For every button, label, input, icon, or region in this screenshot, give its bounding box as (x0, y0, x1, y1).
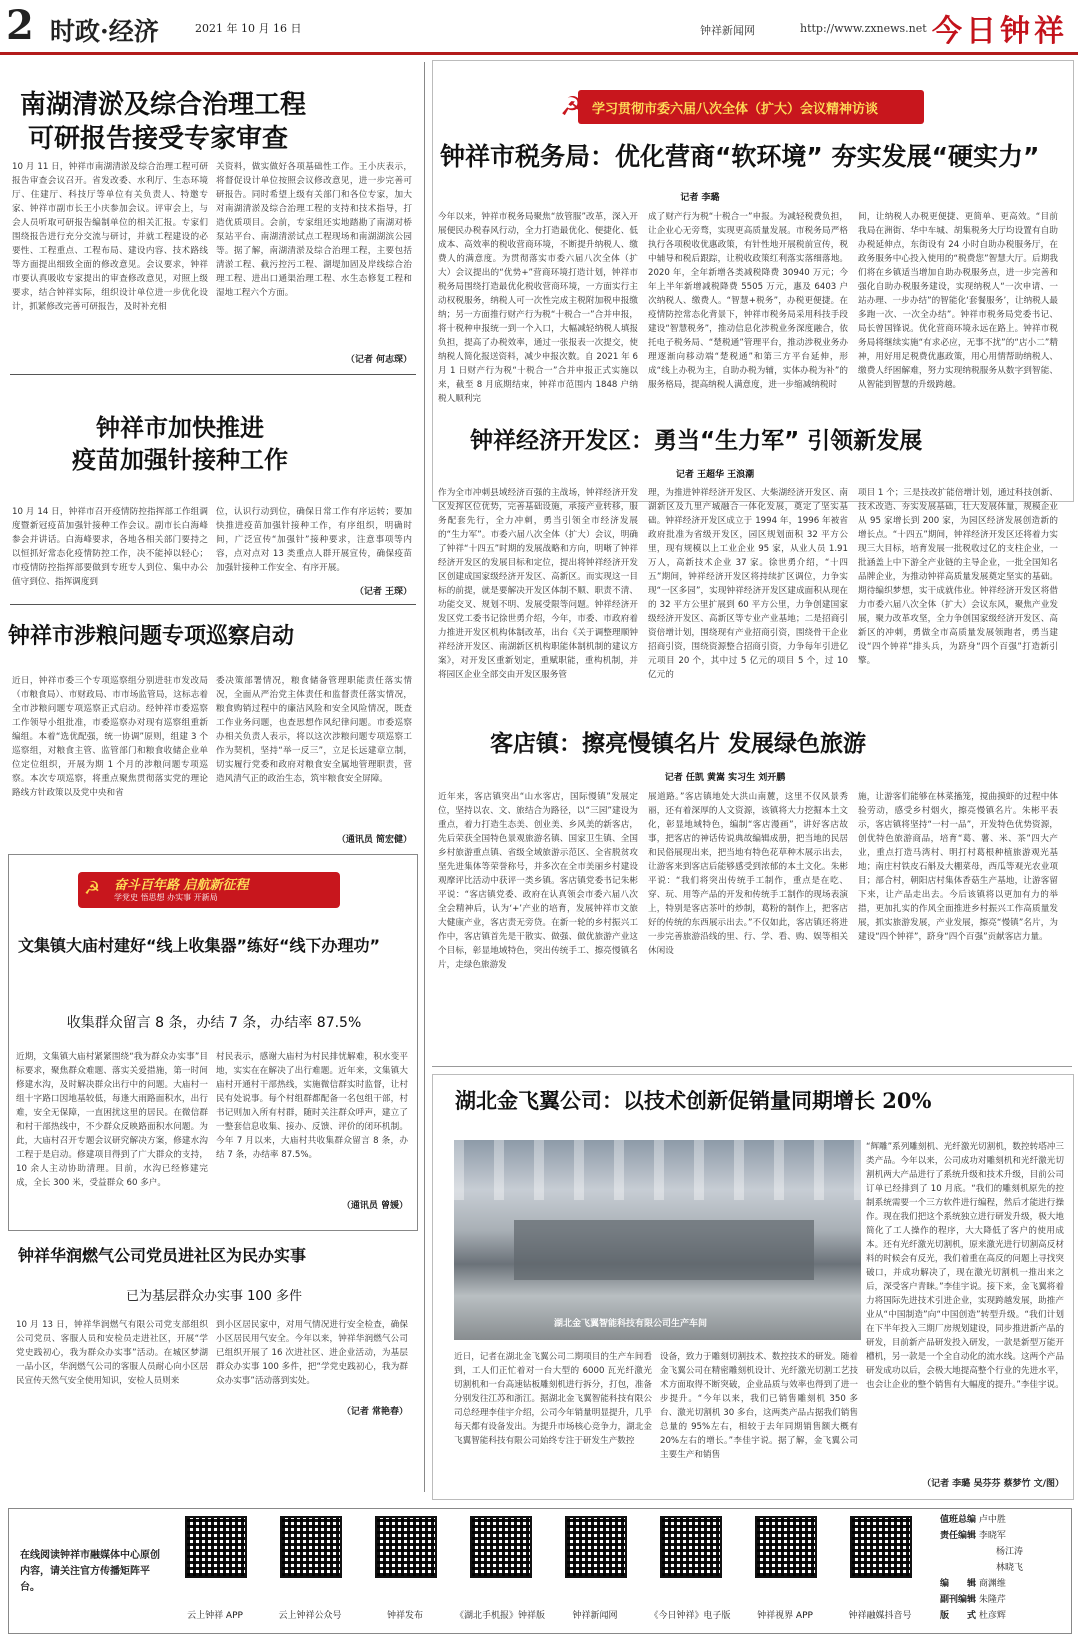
credit-row (940, 1512, 1068, 1528)
divider (432, 1066, 1072, 1067)
photo-machines (514, 1220, 814, 1280)
article-9-author: （记者 李璐 吴芬芬 蔡梦竹 文/图） (922, 1479, 1064, 1489)
article-5-col-1: 10 月 13 日，钟祥华润燃气有限公司党支部组织公司党员、客服人员和安检员走进社区，开展“学党史践初心，我为群众办实事”活动。在城区梦湖一品小区，华润燃气公司的客服人员耐心向小区居民宣传天然气安全使用知识，安检人员则来 (16, 1320, 208, 1386)
article-1-col-2: 关资料，做实做好各项基础性工作。王小庆表示，将督促设计单位按照会议修改意见，进一步完善可研报告。同时希望上级有关部门和各位专家，加大对南湖清淤及综合治理工程的支持和技术指导，打造优质项目。会前，专家组还实地踏勘了南湖对桥泵站平台、南湖清淤试点工程现场和南湖湖滨公园等。据了解，南湖清淤及综合治理工程，主要包括清淤工程、截污控污工程、湖堤加固及岸线综合治理工程、进出口通渠治理工程、水生态修复工程和湿地工程六个方面。 (216, 162, 412, 298)
article-9-title: 湖北金飞翼公司：以技术创新促销量同期增长 20% (455, 1088, 932, 1113)
qr-code-icon[interactable] (660, 1516, 722, 1578)
credit-value: 朱隆芹 (978, 1595, 1006, 1605)
article-4-title: 文集镇大庙村建好“线上收集器”练好“线下办理功” (18, 936, 381, 955)
article-9-col-2: 设备，致力于雕刻切割技术、数控技术的研发。随着金飞翼公司在精密雕刻机设计、光纤激光切割工艺技术方面取得不断突破，企业品质与效率也得到了进一步提升。“今年以来，我们已销售雕刻机 350 多台、激光切割机 30 多台，这两类产品占据我们销售总量的 95%左右，相较于去年同期销售额大概有 20%左右的增长。”李佳宇说。据了解，金飞翼公司主要生产和销售 (660, 1352, 858, 1460)
article-6-author: 记者 李璐 (680, 193, 720, 203)
qr-label: 钟祥新闻网 (572, 1611, 618, 1621)
credit-value: 李晓军 (978, 1531, 1006, 1541)
qr-label: 云上钟祥 APP (187, 1611, 243, 1621)
factory-photo (454, 1140, 861, 1340)
newspaper-logo: 今日钟祥 (932, 14, 1068, 49)
article-9-col-3: “辉雕”系列雕刻机、光纤激光切割机，数控转塔冲三类产品。今年以来，公司成功对雕刻机和光纤激光切割机两大产品进行了系统升级和技术升级，目前公司订单已经排到了 10 月底。“我们的雕刻机原先的控制系统需要一个三方软件进行编程，然后才能进行操作。现在我们把这个系统独立进行研发升级，极大地简化了工人操作的程序，大大降低了客户的使用成本。还有光纤激光切割机，原来激光进行切割高反材料的时候会有反光，我们着重在高反的问题上寻找突破口，并成功解决了，现在激光切割机一推出来之后，深受客户青睐。”李佳宇说。接下来，金飞翼将着力将国际先进技术引进企业，实现跨越发展，助推产业从“中国制造”向“中国创造”转型升级。“我们计划在下半年投入三期厂房规划建设，同步推进新产品的研发，目前新产品研发投入研发，一款是新型万能开槽机，另一款是一个全自动化的流水线。这两个产品研发成功以后，会极大地提高整个行业的先进水平，也会让企业的整个销售有大幅度的提升。”李佳宇说。 (866, 1142, 1064, 1390)
article-5-title: 钟祥华润燃气公司党员进社区为民办实事 (18, 1246, 307, 1265)
qr-item[interactable] (830, 1512, 930, 1621)
qr-item[interactable] (450, 1512, 550, 1621)
article-7-title: 钟祥经济开发区：勇当“生力军” 引领新发展 (470, 428, 923, 454)
qr-label: 《湖北手机报》钟祥版 (454, 1611, 545, 1621)
article-2-title (20, 412, 340, 476)
article-6-title: 钟祥市税务局：优化营商“软环境” 夯实发展“硬实力” (440, 142, 1040, 171)
qr-item[interactable] (355, 1512, 455, 1621)
banner-main: 奋斗百年路 启航新征程 (114, 878, 249, 893)
article-7-col-1: 作为全市冲刺县域经济百强的主战场，钟祥经济开发区发挥区位优势，完善基础设施，承接产业转移，服务配套先行，全力冲刺，勇当引领全市经济发展的“生力军”。市委六届八次全体（扩大）会议，明确了钟祥“十四五”时期的发展战略和方向，明晰了钟祥经济开发区的发展目标和定位，提出将钟祥经济开发区创建成国家级经济开发区、高新区。而实现这一目标的前提，就是要解决开发区体制不顺、职责不清、功能交叉、规划不明、发展受限等问题。钟祥经济开发区党工委书记徐世勇介绍，今年，市委、市政府着力推进开发区机构体制改革，出台《关于调整理顺钟祥经济开发区、南湖新区机构职能体制机制的建议方案》，对开发区重新划定，重赋职能，重构机制，并将园区企业全部交由开发区服务管 (438, 488, 638, 680)
qr-item[interactable] (165, 1512, 265, 1621)
editor-credits (940, 1512, 1068, 1624)
article-7-col-3: 项目 1 个；三是技改扩能倍增计划，通过科技创新、技术改造、夯实发展基础，壮大发展体量，规模企业从 95 家增长到 200 家，为园区经济发展创造新的增长点。“十四五”期间，钟祥经济开发区还将着力实现三大目标，培育发展一批税收过亿的支柱企业，一批涵盖上中下游全产业链的主导企业，一批全国知名品牌企业，为推动钟祥高质量发展奠定坚实的基础。期待编织梦想，实干成就伟业。钟祥经济开发区将借力市委六届八次全体（扩大）会议东风，聚焦产业发展，聚力改革攻坚，全力争创国家级经济开发区、高新区的冲刺，勇做全市高质量发展领跑者，勇当建设“四个钟祥”排头兵，为跻身“四个百强”打造新引擎。 (858, 488, 1058, 666)
article-4-col-1: 近期，文集镇大庙村紧紧围绕“我为群众办实事”目标要求，聚焦群众难题、落实关爱措施，第一时间修建水沟，及时解决群众出行中的问题。大庙村一组十字路口因地基较低，每逢大雨路面积水，出行难，安全无保障，一直困扰这里的居民。在微信群和村干部热线中，不少群众反映路面积水问题。为此，大庙村召开专题会议研究解决方案，修建水沟工程于是启动。修建项目得到了广大群众的支持，10 余人主动协助清理。目前，水沟已经修建完成，全长 300 米，受益群众 60 多户。 (16, 1052, 208, 1188)
article-4-col-2: 村民表示，感谢大庙村为村民排忧解难，积水变平地，实实在在解决了出行难题。近年来，文集镇大庙村开通村干部热线，实施微信群实时监督，让村民有处说事。每个村组群都配备一名包组干部，村书记则加入所有村群，随时关注群众呼声，建立了一整套信息收集、接办、反馈、评价的闭环机制。今年 7 月以来，大庙村共收集群众留言 8 条，办结 7 条，办结率 87.5%。 (216, 1052, 408, 1160)
article-3-col-2: 委决策部署情况，粮食储备管理职能责任落实情况，全面从严治党主体责任和监督责任落实情况，粮食购销过程中的廉洁风险和安全风险情况，既查工作业务问题，也查思想作风纪律问题。市委巡察办相关负责人表示，将以这次涉粮问题专项巡察工作为契机，坚持“举一反三”，立足长远建章立制，切实履行党委和政府对粮食安全属地管理职责，营造风清气正的政治生态，筑牢粮食安全屏障。 (216, 676, 412, 784)
credit-row (940, 1592, 1068, 1608)
masthead (0, 0, 1078, 55)
section-name: 时政·经济 (50, 17, 159, 46)
qr-label: 《今日钟祥》电子版 (649, 1611, 731, 1621)
interview-banner (560, 90, 924, 124)
qr-code-icon[interactable] (280, 1516, 342, 1578)
divider (10, 374, 416, 375)
article-2-col-1: 10 月 14 日，钟祥市召开疫情防控指挥部工作组调度暨新冠疫苗加强针接种工作会议。副市长白海峰参会并讲话。白海峰要求，各地各相关部门要持之以恒抓好常态化疫情防控工作，决不能掉以轻心；市疫情防控指挥部要做到专班专人到位、集中办公值守到位、指挥调度到 (12, 507, 208, 587)
article-6-col-1: 今年以来，钟祥市税务局聚焦“放管服”改革，深入开展便民办税春风行动，全力打造最优化、便捷化、低成本、高效率的税收营商环境，不断提升纳税人、缴费人的满意度。为贯彻落实市委六届八次全体（扩大）会议提出的“优势+”营商环境打造计划，钟祥市税务局围绕打造最优化税收营商环境，一方面实行主动权税服务，纳税人可一次性完成主税附加税申报缴纳；另一方面推行财产行为税“十税合一”合并申报，将十税种申报统一到一个入口，大幅减轻纳税人填报负担，提高了办税效率，通过一张报表一次提交，使纳税人简化报送资料，减少申报次数。自 2021 年 6 月 1 日财产行为税“十税合一”合并申报正式实施以来，截至 8 月底期结束，钟祥市范围内 1848 户纳税人顺利完 (438, 212, 638, 404)
issue-date: 2021 年 10 月 16 日 (195, 22, 302, 35)
qr-item[interactable] (545, 1512, 645, 1621)
credit-key: 编 辑 (940, 1579, 977, 1589)
article-8-author: 记者 任凯 黄嵩 实习生 刘开鹏 (664, 773, 786, 783)
qr-label: 钟祥视界 APP (757, 1611, 813, 1621)
article-2-col-2: 位，认识行动到位，确保日常工作有序运转；要加快推进疫苗加强针接种工作，有序组织，明确时间，广泛宣传“加强针”接种要求，注意事项等内容，点对点对 13 类重点人群开展宣传，确保疫苗加强针接种工作安全、有序开展。 (216, 507, 412, 573)
credit-value: 林晓飞 (996, 1563, 1024, 1573)
article-6-col-3: 间，让纳税人办税更便捷、更简单、更高效。“目前我局在洲街、华中车城、胡集税务大厅均设置有自助办税延伸点，东街设有 24 小时自助办税服务厅，在政务服务中心投入使用的“税费您”智慧大厅。后期我们将在乡镇适当增加自助办税服务点，进一步完善和强化自助办税服务建设，实现纳税人“一次申请、一站办理、一步办结”的智能化‘套餐服务’，让纳税人最多跑一次、一次全办结”。钟祥市税务局党委书记、局长曾国锋说。优化营商环境永远在路上。钟祥市税务局将继续实施“有求必应，无事不扰”的“店小二”精神，用好用足税费优惠政策，用心用情帮助纳税人、缴费人纾困解难，努力实现纳税服务从数字到智能、从智能到智慧的升级跨越。 (858, 212, 1058, 390)
article-1-col-1: 10 月 11 日，钟祥市南湖清淤及综合治理工程可研报告审查会议召开。省发改委、水利厅、生态环境厅、住建厅、科技厅等单位有关负责人、特邀专家、钟祥市副市长王小庆参加会议。评审会上，与会人员听取可研报告编制单位的相关汇报。专家们围绕报告进行充分交流与研讨，并就工程建设的必要性、工程重点、工程布局、建设内容、技术路线等方面提出细致全面的修改意见。会议要求，钟祥市要认真吸收专家提出的审查修改意见，对照上级要求，结合钟祥实际，组织设计单位进一步优化设计，抓紧修改完善可研报告，及时补充相 (12, 162, 208, 312)
credit-row (940, 1560, 1068, 1576)
qr-item[interactable] (640, 1512, 740, 1621)
credit-row (940, 1608, 1068, 1624)
credit-row (940, 1544, 1068, 1560)
credit-value: 杨江涛 (996, 1547, 1024, 1557)
article-7-author: 记者 王超华 王浪潮 (675, 470, 755, 480)
qr-item[interactable] (735, 1512, 835, 1621)
article-4-subtitle: 收集群众留言 8 条，办结 7 条，办结率 87.5% (66, 1015, 362, 1031)
credit-key: 副刊编辑 (940, 1595, 977, 1605)
title-line: 钟祥市加快推进 (96, 414, 264, 442)
qr-code-icon[interactable] (565, 1516, 627, 1578)
article-2-author: （记者 王琛） (354, 587, 412, 597)
divider (10, 604, 416, 605)
qr-code-icon[interactable] (755, 1516, 817, 1578)
site-url[interactable]: http://www.zxnews.net (800, 22, 927, 35)
banner-text: 学习贯彻市委六届八次全体（扩大）会议精神访谈 (592, 102, 879, 117)
qr-label: 钟祥发布 (386, 1611, 423, 1621)
article-3-author: （通讯员 简宏健） (336, 835, 412, 845)
qr-label: 云上钟祥公众号 (278, 1611, 342, 1621)
party-banner (78, 872, 340, 908)
article-1-title (20, 88, 410, 156)
article-1-author: （记者 何志琛） (345, 355, 412, 365)
article-9-col-1: 近日，记者在湖北金飞翼公司二期项目的生产车间看到，工人们正忙着对一台大型的 6000 瓦光纤激光切割机和一台高速钻板雕刻机进行拆分，打包，准备分别发往江苏和浙江。据湖北金飞翼智能科技有限公司总经理李佳宇介绍，公司今年销量明显提升，几乎每天都有设备发出。为提升市场核心竞争力，湖北金飞翼智能科技有限公司始终专注于研发生产数控 (454, 1352, 652, 1446)
credit-value: 卢中胜 (978, 1515, 1006, 1525)
qr-code-icon[interactable] (470, 1516, 532, 1578)
qr-item[interactable] (260, 1512, 360, 1621)
article-8-col-1: 近年来，客店镇突出“山水客店，国际慢镇”发展定位，坚持以农、文、旅结合为路径，以“三园”建设为重点，着力打造生态美、创业美、乡风美的新客店，先后荣获全国特色景观旅游名镇、国家卫生镇、全国乡村旅游重点镇、省级全域旅游示范区、全省脱贫攻坚先进集体等荣誉称号，并多次在全市美丽乡村建设观摩评比活动中获评一类乡镇。客店镇党委书记朱彬平说：“客店镇党委、政府在认真领会市委六届八次全会精神后，认为‘+’产业的培育，发展钟祥市文旅大健康产业，客店责无旁贷。在新一轮的乡村振兴工作中，客店镇首先是干散实、做强、做优旅游产业这个目标，彰显地域特色，突出传统手工、擦亮慢镇名片，走绿色旅游发 (438, 792, 638, 970)
credit-row (940, 1576, 1068, 1592)
credit-value: 商渊维 (978, 1579, 1006, 1589)
article-5-col-2: 到小区居民家中，对用气情况进行安全检查，确保小区居民用气安全。今年以来，钟祥华润燃气公司已组织开展了 16 次进社区、进企业活动，为基层群众办实事 100 多件，把“学党史践初心，我为群众办实事”活动落到实处。 (216, 1320, 408, 1386)
article-3-col-1: 近日，钟祥市委三个专项巡察组分别进驻市发改局（市粮食局）、市财政局、市市场监管局，这标志着全市涉粮问题专项巡察正式启动。经钟祥市委巡察工作领导小组批准，市委巡察办对现有巡察组重新编组。本着“选优配强，统一协调”原则，组建 3 个巡察组，对粮食主管、监管部门和粮食收储企业单位定位组织，开展为期 1 个月的涉粮问题专项巡察。本次专项巡察，将重点聚焦贯彻落实党的理论路线方针政策以及党中央和省 (12, 676, 208, 798)
article-5-subtitle: 已为基层群众办实事 100 多件 (125, 1289, 303, 1304)
qr-code-icon[interactable] (185, 1516, 247, 1578)
footer-promo: 在线阅读钟祥市融媒体中心原创内容，请关注官方传播矩阵平台。 (20, 1550, 160, 1593)
credit-row (940, 1528, 1068, 1544)
qr-label: 钟祥融媒抖音号 (848, 1611, 912, 1621)
title-line: 可研报告接受专家审查 (28, 124, 289, 154)
credit-key: 值班总编 (940, 1515, 977, 1525)
article-8-col-3: 施，让游客们能够在林菜搐笼，搅曲摸虾的过程中体验劳动，感受乡村烟火，擦亮慢镇名片。朱彬平表示，客店镇将坚持“一村一品”，开发特色优势资源，创优特色旅游商品，培育“葛、薯、米、茶”四大产业，重点打造马湾村、明打村葛根种植旅游观光基地；南庄村铁皮石斛及大棚菜母，西瓜等观光农业项目；部合村，朝阳店村集体香菇生产基地，让游客留下来，让产品走出去。今后该镇将以更加有力的举措，更加扎实的作风全面推进乡村振兴工作高质量发展，抓实旅游发展，产业发展，擦亮“慢镇”名片，为建设“四个钟祥”，跻身“四个百强”贡献客店力量。 (858, 792, 1058, 942)
qr-code-icon[interactable] (375, 1516, 437, 1578)
article-4-author: （通讯员 曾媛） (341, 1201, 408, 1211)
column-divider (424, 62, 425, 1492)
credit-value: 杜彦辉 (978, 1611, 1006, 1621)
qr-code-icon[interactable] (850, 1516, 912, 1578)
title-line: 南湖清淤及综合治理工程 (20, 90, 307, 120)
article-7-col-2: 理，为推进钟祥经济开发区、大柴湖经济开发区、南湖新区及九里产城融合一体化发展，奠定了坚实基础。钟祥经济开发区成立于 1994 年，1996 年被省政府批准为省级开发区，园区规划面积 32 平方公里，现有规模以上工业企业 95 家，从业人员 1.91 万人，高新技术企业 37 家。徐世勇介绍，“十四五”期间，钟祥经济开发区将持续扩区调位，力争实现“一区多园”，实现钟祥经济开发区建成面积从现在的 32 平方公里扩展到 60 平方公里，力争创建国家级经济开发区、高新区等专业产业基地；二是招商引资倍增计划，围绕现有产业招商引资，围绕骨干企业招商引资，围绕资源整合招商引资，力争每年引进亿元项目 20 个，其中过 5 亿元的项目 5 个，过 10 亿元的 (648, 488, 848, 680)
article-3-title: 钟祥市涉粮问题专项巡察启动 (8, 624, 295, 649)
page-number: 2 (6, 2, 34, 49)
party-emblem-icon: ☭ (560, 92, 584, 122)
article-8-title: 客店镇：擦亮慢镇名片 发展绿色旅游 (490, 731, 867, 757)
title-line: 疫苗加强针接种工作 (72, 446, 288, 474)
site-name: 钟祥新闻网 (700, 24, 755, 37)
party-emblem-icon: ☭ (84, 878, 101, 899)
credit-key: 版 式 (940, 1611, 977, 1621)
credit-key: 责任编辑 (940, 1531, 977, 1541)
banner-sub: 学党史 悟思想 办实事 开新局 (114, 893, 218, 902)
photo-ceiling (454, 1140, 861, 1200)
article-6-col-2: 成了财产行为税“十税合一”申报。为减轻税费负担，让企业心无旁骛，实现更高质量发展。市税务局严格执行各项税收优惠政策，有针性地开展税前宣传，税中辅导和税后跟踪，让税收政策红利落实落细落地。2020 年，全年新增各类减税降费 30940 万元；今年上半年新增减税降费 5505 万元，惠及 6403 户次纳税人、缴费人。“智慧+税务”，办税更便捷。在疫情防控常态化背景下，钟祥市税务局采用科技手段建设“智慧税务”，推动信息化涉税业务深度融合，依托电子税务局、“楚税通”管理平台，推动涉税业务办理逐渐向移动端“楚税通”和第三方平台延伸，形成“线上办税为主，自助办税为辅，实体办税为补”的服务格局，提高纳税人满意度，进一步缩减纳税时 (648, 212, 848, 390)
article-8-col-2: 展道路。”客店镇地处大洪山南麓，这里不仅风景秀丽，还有着深厚的人文资源，该镇将大力挖掘本土文化，彰显地域特色，编制“客店漫画”，讲好客店故事，把客店的神话传说典故编辑成册，把当地的民居和民俗展现出来，把当地有特色花草种木展示出去，让游客来到客店后能够感受到浓郁的本土文化。朱彬平说：“我们将突出传统手工制作，重点是在吃、穿、玩、用等产品的开发和传统手工制作的现场表演上，特别是客店茶叶的炒制，葛粉的制作上，把客店好的传统的东西展示出去。”不仅如此，客店镇还将进一步完善旅游沿线的里、行、学、看、购、娱等相关休闲设 (648, 792, 848, 956)
photo-caption: 湖北金飞翼智能科技有限公司生产车间 (554, 1319, 708, 1329)
article-5-author: （记者 常艳春） (341, 1407, 408, 1417)
